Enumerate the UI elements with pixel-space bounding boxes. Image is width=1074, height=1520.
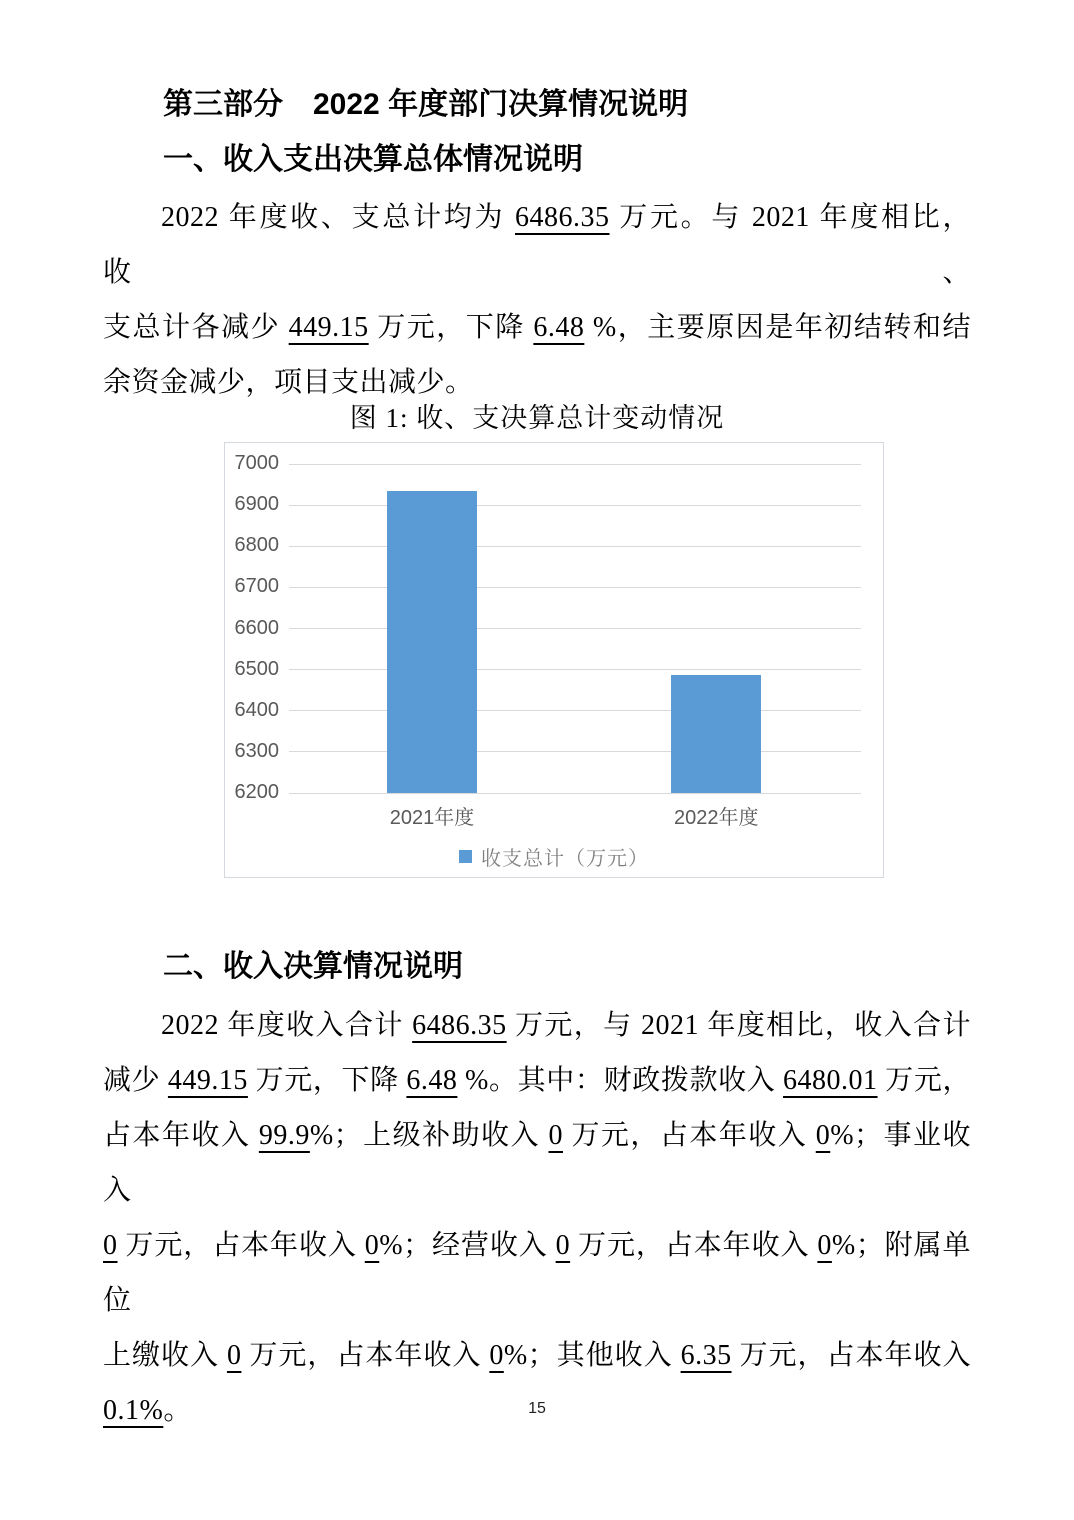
text-run: 上缴收入	[103, 1340, 227, 1371]
y-gridline	[289, 669, 861, 670]
section-heading-2: 二、收入决算情况说明	[163, 950, 463, 983]
figure-1-bar-chart	[224, 442, 884, 878]
text-run: %；事业收入	[103, 1120, 971, 1206]
underlined-value: 6480.01	[783, 1065, 878, 1096]
paragraph-overall-budget	[103, 190, 971, 410]
y-gridline	[289, 587, 861, 588]
y-axis-tick-label: 6700	[234, 575, 279, 598]
underlined-value: 6.48	[406, 1065, 458, 1096]
underlined-value: 6.48	[533, 312, 585, 343]
bar-2021年度	[387, 491, 477, 793]
y-axis-tick-label: 6500	[234, 657, 279, 680]
text-run: %，主要原因是年初结转和结	[584, 312, 971, 343]
underlined-value: 0	[817, 1230, 832, 1261]
text-run: %。其中：财政拨款收入	[457, 1065, 784, 1096]
text-run: 万元，占本年收入	[731, 1340, 971, 1371]
text-run: 万元。与 2021 年度相比，收、	[103, 202, 971, 288]
paragraph-income-detail	[103, 998, 971, 1438]
y-axis-tick-label: 6400	[234, 698, 279, 721]
paragraph-line	[103, 998, 971, 1053]
underlined-value: 6.35	[680, 1340, 732, 1371]
underlined-value: 0	[226, 1340, 242, 1371]
paragraph-line	[103, 300, 971, 355]
y-gridline	[289, 505, 861, 506]
y-gridline	[289, 710, 861, 711]
y-gridline	[289, 751, 861, 752]
chart-legend	[225, 842, 883, 871]
underlined-value: 0	[815, 1120, 831, 1151]
underlined-value: 6486.35	[412, 1010, 507, 1041]
bar-2022年度	[671, 675, 761, 793]
underlined-value: 99.9	[258, 1120, 310, 1151]
paragraph-line	[103, 1108, 971, 1218]
text-run: 。	[163, 1395, 192, 1426]
underlined-value: 0	[548, 1120, 563, 1151]
x-axis-category-label: 2021年度	[389, 807, 475, 829]
underlined-value: 6486.35	[515, 202, 610, 233]
y-axis-tick-label: 6300	[234, 739, 279, 762]
text-run: %；其他收入	[503, 1340, 681, 1371]
underlined-value: 449.15	[288, 312, 369, 343]
page-number: 15	[528, 1400, 546, 1417]
y-gridline	[289, 628, 861, 629]
text-run: 万元，下降	[247, 1065, 407, 1096]
text-run: 万元，占本年收入	[117, 1230, 365, 1261]
underlined-value: 0	[364, 1230, 380, 1261]
underlined-value: 0.1%	[103, 1395, 164, 1426]
legend-label: 收支总计（万元）	[481, 848, 649, 870]
paragraph-line	[103, 190, 971, 300]
text-run: 万元，下降	[368, 312, 534, 343]
paragraph-line	[103, 1218, 971, 1328]
underlined-value: 0	[555, 1230, 571, 1261]
text-run: 万元，	[877, 1065, 971, 1096]
text-run: 减少	[103, 1065, 168, 1096]
y-axis-tick-label: 6900	[234, 493, 279, 516]
y-axis-tick-label: 6200	[234, 781, 279, 803]
legend-swatch-icon	[459, 850, 472, 863]
paragraph-line	[103, 1328, 971, 1383]
text-run: 万元，占本年收入	[241, 1340, 490, 1371]
y-axis-tick-label: 6800	[234, 534, 279, 557]
y-gridline	[289, 546, 861, 547]
y-gridline	[289, 793, 861, 794]
figure-caption: 图 1: 收、支决算总计变动情况	[349, 403, 725, 433]
x-axis-category-label: 2022年度	[674, 807, 759, 829]
text-run: 2022 年度收、支总计均为	[161, 202, 515, 233]
text-run: 万元，与 2021 年度相比，收入合计	[506, 1010, 971, 1041]
y-gridline	[289, 464, 861, 465]
paragraph-line	[103, 1053, 971, 1108]
text-run: 支总计各减少	[103, 312, 289, 343]
section-heading-1: 一、收入支出决算总体情况说明	[163, 143, 583, 176]
underlined-value: 0	[103, 1230, 118, 1261]
text-run: 万元，占本年收入	[570, 1230, 818, 1261]
underlined-value: 0	[489, 1340, 504, 1371]
text-run: 余资金减少，项目支出减少。	[103, 367, 474, 398]
text-run: 万元，占本年收入	[562, 1120, 816, 1151]
underlined-value: 449.15	[167, 1065, 248, 1096]
text-run: 占本年收入	[103, 1120, 259, 1151]
text-run: %；上级补助收入	[309, 1120, 549, 1151]
y-axis-tick-label: 6600	[234, 616, 279, 639]
part-title: 第三部分 2022 年度部门决算情况说明	[163, 88, 689, 121]
text-run: %；经营收入	[379, 1230, 556, 1261]
y-axis-tick-label: 7000	[234, 452, 279, 474]
text-run: 2022 年度收入合计	[161, 1010, 413, 1041]
text-run: %；附属单位	[103, 1230, 971, 1316]
